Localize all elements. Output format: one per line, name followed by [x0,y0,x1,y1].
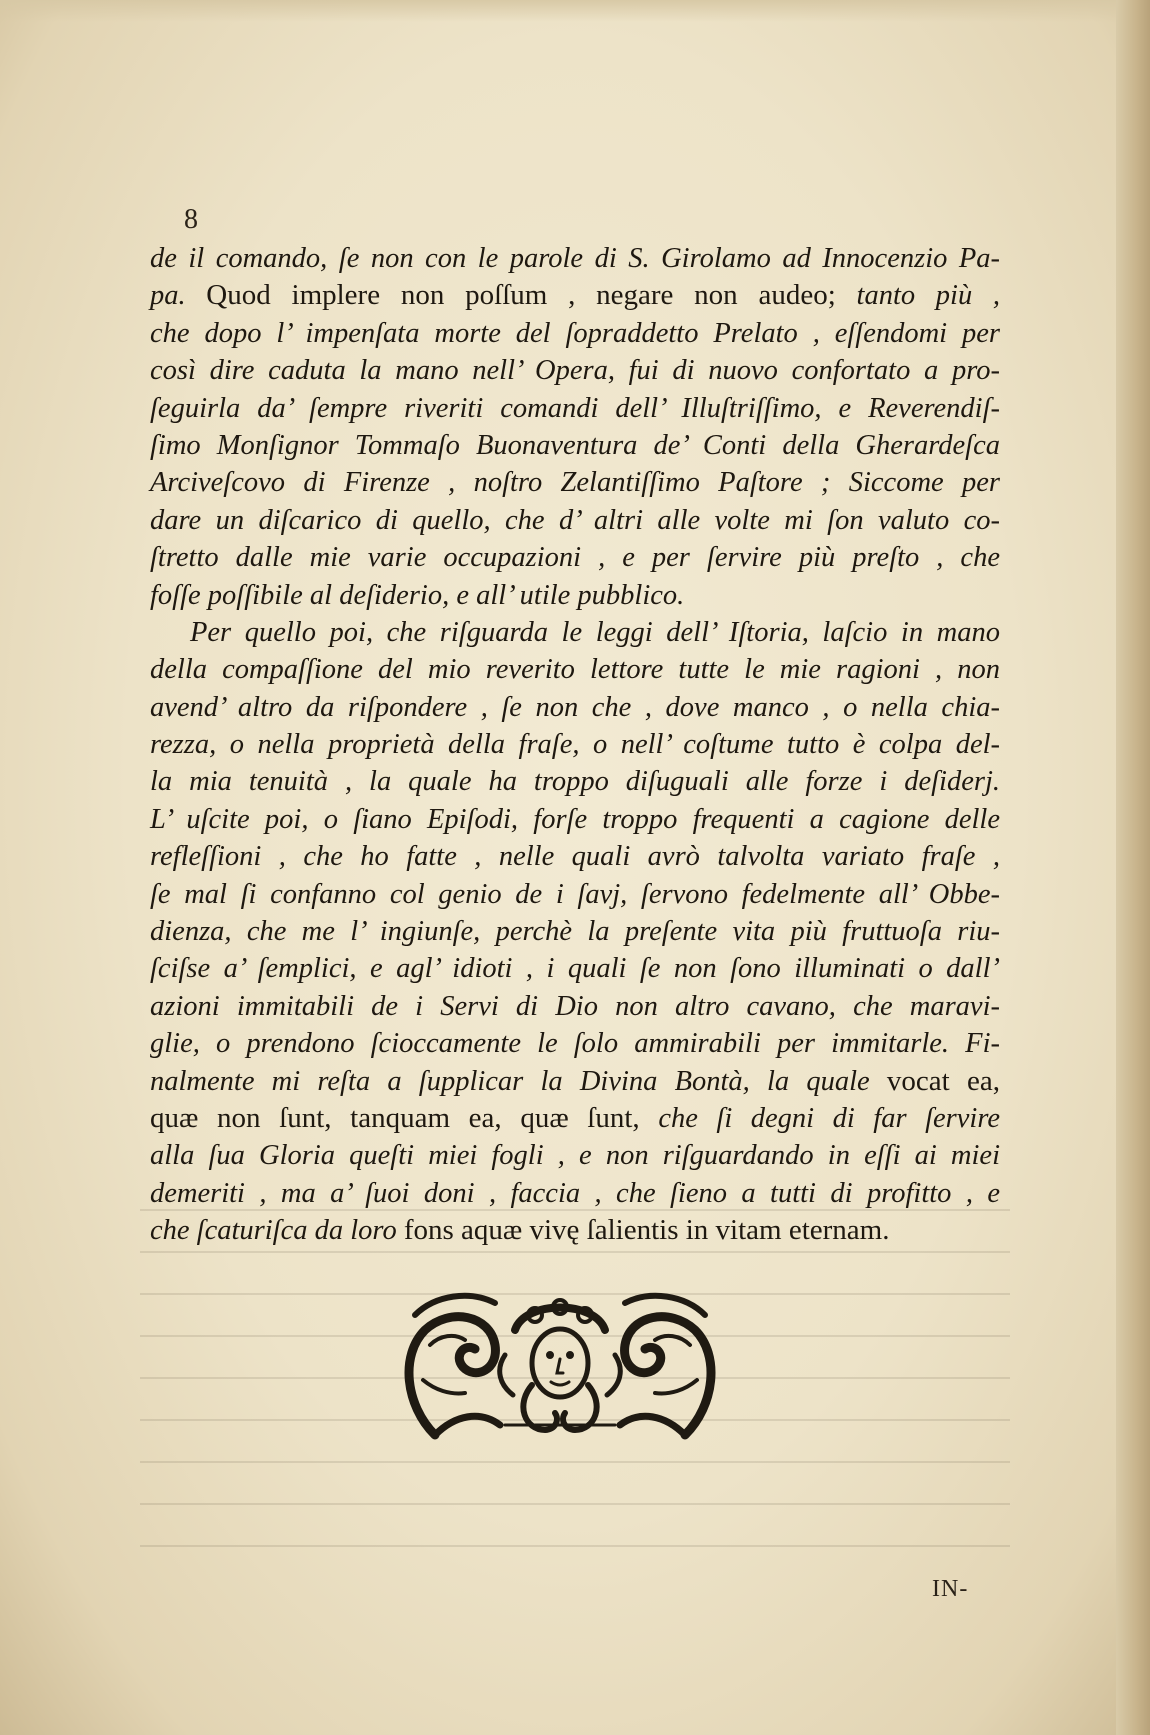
text-line [150,539,1000,576]
italian-text: ſciſse a’ ſemplici, e agl’ idioti , i quali ſe non ſono illuminati o dall’ [150,953,1000,985]
text-line [150,838,1000,875]
italian-text: la mia tenuità , la quale ha troppo diſuguali alle forze i deſiderj. [150,766,1000,798]
italian-text: ſeguirla da’ ſempre riveriti comandi dell’ Illuſtriſſimo, e Reverendiſ- [150,392,1000,424]
italian-text: azioni immitabili de i Servi di Dio non altro cavano, che maravi- [150,990,1000,1022]
italian-text: che ſcaturiſca da loro [150,1215,404,1247]
latin-quotation: Quod implere non poſſum , negare non audeo; [206,279,857,312]
italian-text: refleſſioni , che ho fatte , nelle quali avrò talvolta variato fraſe , [150,841,1000,873]
italian-text: tanto più , [856,280,1000,312]
text-line [150,277,1000,314]
text-line [150,577,1000,614]
text-line [150,240,1000,277]
italian-text: ſe mal ſi confanno col genio de i ſavj, ſervono fedelmente all’ Obbe- [150,878,1000,910]
text-line [150,352,1000,389]
italian-text: nalmente mi reſta a ſupplicar la Divina Bontà, la quale [150,1065,887,1097]
italian-text: alla ſua Gloria queſti miei fogli , e non riſguardando in eſſi ai miei [150,1140,1000,1172]
italian-text: pa. [150,280,207,312]
text-line [150,950,1000,987]
italian-text: così dire caduta la mano nell’ Opera, fui di nuovo confortato a pro- [150,355,1000,387]
text-line [150,427,1000,464]
text-line [150,1063,1000,1100]
italian-text: demeriti , ma a’ ſuoi doni , faccia , che ſieno a tutti di profitto , e [150,1177,1000,1209]
text-line [150,801,1000,838]
italian-text: che dopo l’ impenſata morte del ſopraddetto Prelato , eſſendomi per [150,317,1000,349]
italian-text: Arciveſcovo di Firenze , noſtro Zelantiſſimo Paſtore ; Siccome per [150,467,1000,499]
text-line [150,763,1000,800]
italian-text: L’ uſcite poi, o ſiano Epiſodi, forſe troppo frequenti a cagione delle [150,803,1000,835]
text-line [150,876,1000,913]
italian-text: ſtretto dalle mie varie occupazioni , e per ſervire più preſto , che [150,542,1000,574]
text-line [150,651,1000,688]
italian-text: glie, o prendono ſcioccamente le ſolo ammirabili per immitarle. Fi- [150,1028,1000,1060]
page-top-edge [0,0,1150,22]
catchword: IN- [932,1576,969,1602]
italian-text: della compaſſione del mio reverito lettore tutte le mie ragioni , non [150,654,1000,686]
text-line [150,502,1000,539]
text-line [150,1100,1000,1137]
text-line [150,614,1000,651]
italian-text: rezza, o nella proprietà della fraſe, o nell’ coſtume tutto è colpa del- [150,729,1000,761]
text-line [150,988,1000,1025]
text-line [150,390,1000,427]
text-line [150,1212,1000,1249]
latin-quotation: vocat ea, [886,1064,1000,1097]
italian-text: dare un diſcarico di quello, che d’ altri alle volte mi ſon valuto co- [150,504,1000,536]
latin-quotation: fons aquæ vivę ſalientis in vitam eternam. [403,1214,890,1247]
italian-text: foſſe poſſibile al deſiderio, e all’ utile pubblico. [150,579,685,611]
italian-text: de il comando, ſe non con le parole di S. Girolamo ad Innocenzio Pa- [150,243,1000,274]
text-line [150,726,1000,763]
italian-text: che ſi degni di far ſervire [658,1102,1000,1134]
text-line [150,464,1000,501]
text-line [150,913,1000,950]
latin-quotation: quæ non ſunt, tanquam ea, quæ ſunt, [150,1101,659,1134]
italian-text: avend’ altro da riſpondere , ſe non che , dove manco , o nella chia- [150,691,1000,723]
italian-text: ſimo Monſignor Tommaſo Buonaventura de’ Conti della Gherardeſca [150,429,1000,461]
text-line [150,1175,1000,1212]
page-number: 8 [184,204,198,235]
italian-text: dienza, che me l’ ingiunſe, perchè la preſente vita più fruttuoſa riu- [150,916,1000,948]
italian-text: Per quello poi, che riſguarda le leggi dell’ Iſtoria, laſcio in mano [190,616,1000,648]
text-line [150,689,1000,726]
text-line [150,1025,1000,1062]
page-right-edge [1116,0,1150,1735]
text-line [150,1137,1000,1174]
woodcut-ornament-icon [395,1285,725,1445]
text-line [150,315,1000,352]
body-text [150,240,1000,1250]
